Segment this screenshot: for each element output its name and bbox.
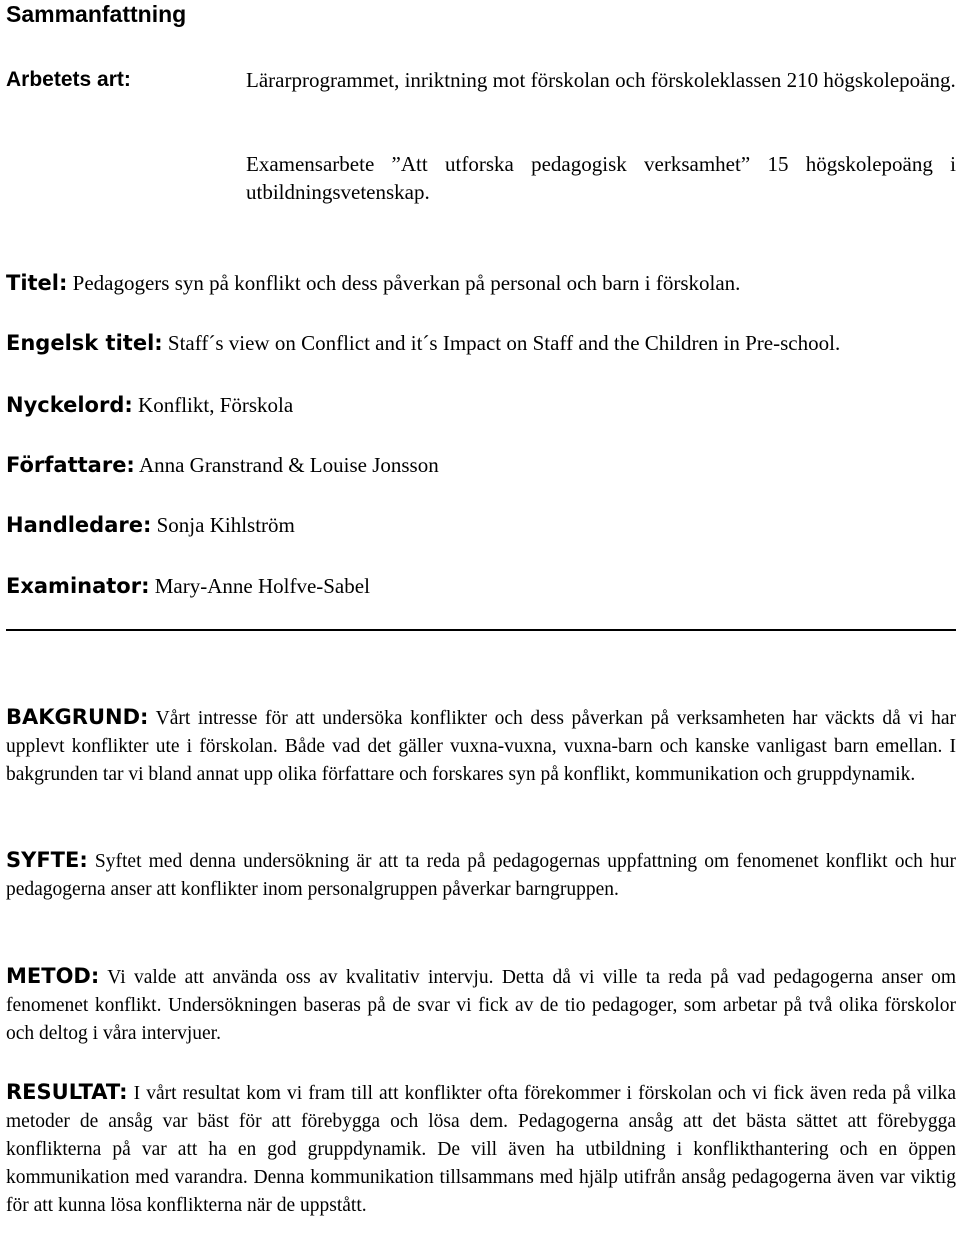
resultat-label: RESULTAT: [6, 1080, 128, 1104]
bakgrund-text: Vårt intresse för att undersöka konflikter och dess påverkan på verksamheten har väckts då vi har upplevt konflikter ute i förskolan. Både vad det gäller vuxna-vuxna, vuxna-barn och kanske vanligast barn emellan. I bakgrunden tar vi bland annat upp olika författare och forskares syn på konflikt, kommunikation och gruppdynamik. [6, 708, 956, 785]
forfattare-value: Anna Granstrand & Louise Jonsson [138, 453, 439, 477]
arbetets-art-label: Arbetets art: [6, 68, 131, 91]
nyckelord-label: Nyckelord: [6, 393, 133, 417]
engelsk-titel-label: Engelsk titel: [6, 331, 163, 355]
arbetets-art-program: Lärarprogrammet, inriktning mot förskolan och förskoleklassen 210 högskolepoäng. [246, 68, 956, 92]
engelsk-titel-row [6, 328, 956, 358]
bakgrund-label: BAKGRUND: [6, 705, 149, 729]
engelsk-titel-value: Staff´s view on Conflict and it´s Impact on Staff and the Children in Pre-school. [167, 331, 841, 355]
titel-row [6, 268, 956, 298]
metod-label: METOD: [6, 964, 100, 988]
metod-section [6, 962, 956, 1048]
resultat-section [6, 1078, 956, 1220]
examinator-label: Examinator: [6, 574, 150, 598]
handledare-row [6, 510, 956, 540]
resultat-text: I vårt resultat kom vi fram till att konflikter ofta förekommer i förskolan och vi fick även reda på vilka metoder de ansåg var bäst för att förebygga och lösa dem. Pedagogerna ansåg att det bästa sättet att förebygga konflikterna på var att ha en god gruppdynamik. De vill även ha utbildning i konflikthantering och en öppen kommunikation med varandra. Denna kommunikation tillsammans med hjälp utifrån ansåg pedagogerna även var viktig för att kunna lösa konflikterna när de uppstått. [6, 1083, 956, 1216]
divider-rule [6, 629, 956, 631]
syfte-label: SYFTE: [6, 848, 88, 872]
page-heading: Sammanfattning [6, 1, 187, 27]
examinator-value: Mary-Anne Holfve-Sabel [154, 574, 370, 598]
metod-text: Vi valde att använda oss av kvalitativ intervju. Detta då vi ville ta reda på vad pedagogerna anser om fenomenet konflikt. Undersökningen baseras på de svar vi fick av de tio pedagoger, som arbetar på två olika förskolor och deltog i våra intervjuer. [6, 967, 956, 1044]
arbetets-art-examensarbete: Examensarbete ”Att utforska pedagogisk verksamhet” 15 högskolepoäng i utbildningsvetenskap. [246, 152, 956, 204]
titel-label: Titel: [6, 271, 68, 295]
forfattare-row [6, 450, 956, 480]
syfte-text: Syftet med denna undersökning är att ta reda på pedagogernas uppfattning om fenomenet konflikt och hur pedagogerna anser att konflikter inom personalgruppen påverkar barngruppen. [6, 851, 956, 900]
examinator-row [6, 571, 956, 601]
forfattare-label: Författare: [6, 453, 135, 477]
syfte-section [6, 846, 956, 904]
nyckelord-value: Konflikt, Förskola [138, 393, 294, 417]
nyckelord-row [6, 390, 956, 420]
titel-value: Pedagogers syn på konflikt och dess påverkan på personal och barn i förskolan. [72, 271, 741, 295]
bakgrund-section [6, 703, 956, 789]
handledare-value: Sonja Kihlström [156, 513, 295, 537]
handledare-label: Handledare: [6, 513, 152, 537]
